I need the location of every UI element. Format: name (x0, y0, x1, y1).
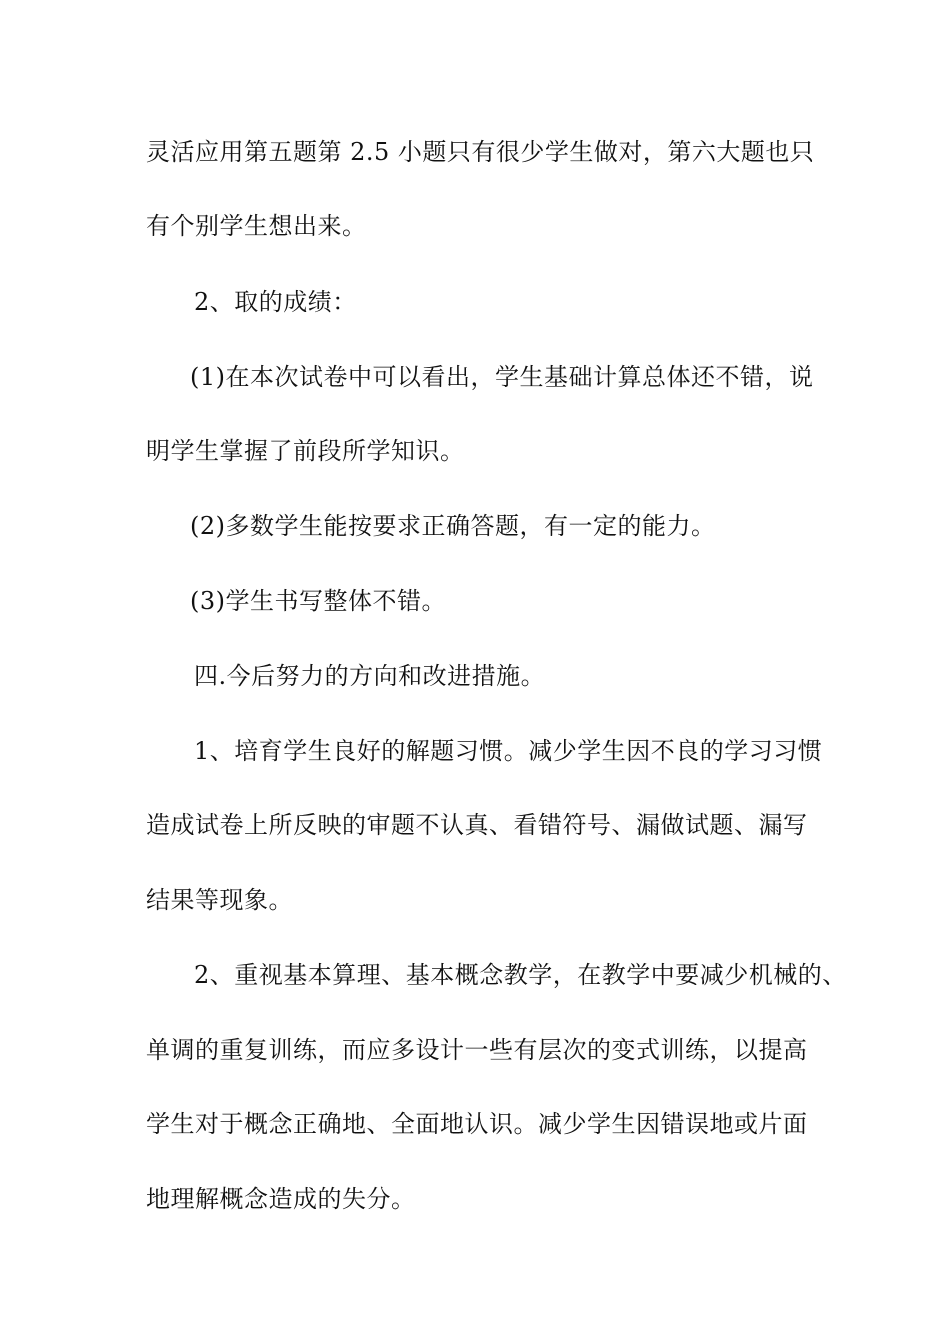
text-line-10: 造成试卷上所反映的审题不认真、看错符号、漏做试题、漏写 (146, 811, 808, 839)
text-line-9: 1、培育学生良好的解题习惯。减少学生因不良的学习习惯 (194, 737, 823, 765)
text-line-13: 单调的重复训练，而应多设计一些有层次的变式训练，以提高 (146, 1036, 808, 1064)
text-line-6: (2)多数学生能按要求正确答题，有一定的能力。 (190, 512, 716, 540)
text-line-4: (1)在本次试卷中可以看出，学生基础计算总体还不错，说 (190, 363, 814, 391)
text-line-11: 结果等现象。 (146, 886, 293, 914)
text-line-7: (3)学生书写整体不错。 (190, 587, 446, 615)
text-line-8: 四.今后努力的方向和改进措施。 (194, 662, 546, 690)
text-line-1: 灵活应用第五题第 2.5 小题只有很少学生做对，第六大题也只 (146, 138, 815, 166)
text-line-3: 2、取的成绩： (194, 288, 357, 316)
text-line-14: 学生对于概念正确地、全面地认识。减少学生因错误地或片面 (146, 1110, 808, 1138)
text-line-2: 有个别学生想出来。 (146, 212, 367, 240)
text-line-5: 明学生掌握了前段所学知识。 (146, 437, 465, 465)
text-line-12: 2、重视基本算理、基本概念教学，在教学中要减少机械的、 (194, 961, 847, 989)
text-line-15: 地理解概念造成的失分。 (146, 1185, 416, 1213)
